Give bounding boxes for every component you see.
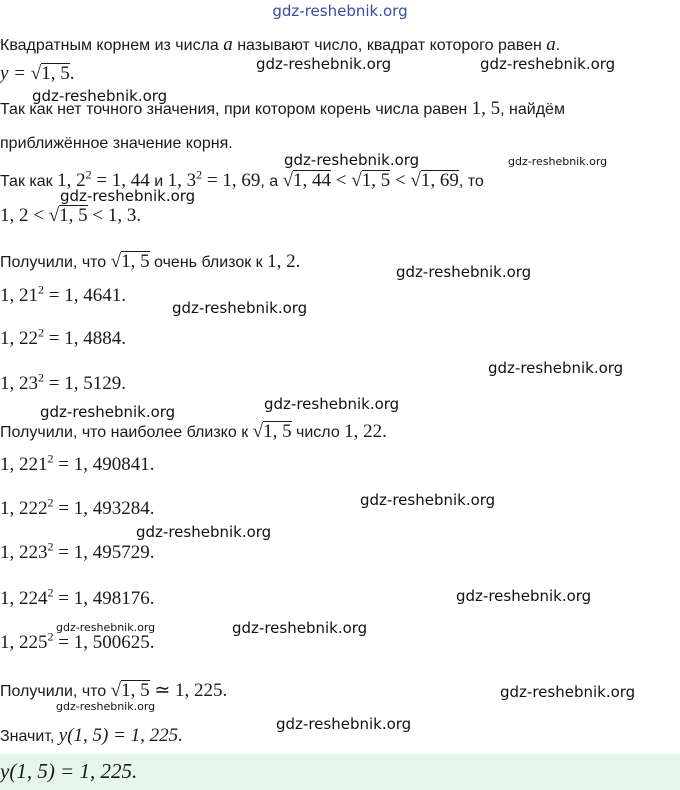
power: 2 (38, 325, 44, 340)
approx-line: приближённое значение корня. (0, 135, 233, 152)
result: = 1, 490841. (53, 454, 155, 475)
power: 2 (38, 370, 44, 385)
power: 2 (38, 282, 44, 297)
since-text: Так как (0, 173, 58, 190)
watermark: gdz-reshebnik.org (40, 403, 176, 421)
power: 2 (85, 167, 92, 182)
calc-1221 (0, 451, 155, 475)
watermark: gdz-reshebnik.org (456, 587, 592, 605)
calc-122 (0, 325, 126, 349)
value-1-2: 1, 2. (267, 251, 301, 272)
value-1-5: 1, 5 (471, 98, 501, 119)
definition-text: Квадратным корнем из числа (0, 37, 224, 54)
since-line: Так как 1, $2^2 = 1$, 44 и 1, $3^2 = 1$, 69, а √1, 44 < √1, 5 < √1, 69, то (0, 167, 484, 191)
watermark: gdz-reshebnik.org (500, 683, 636, 701)
watermark: gdz-reshebnik.org (172, 299, 308, 317)
definition-line (0, 35, 560, 56)
radicand-1-5: 1, 5 (121, 251, 150, 272)
answer-text: y(1, 5) = 1, 225. (0, 759, 138, 783)
watermark: gdz-reshebnik.org (276, 715, 412, 733)
less-than: < (331, 170, 352, 191)
y-value: y(1, 5) = 1, 225. (58, 725, 183, 746)
watermark: gdz-reshebnik.org (284, 151, 420, 169)
less-than: < (390, 170, 411, 191)
base: 1, 221 (0, 454, 48, 475)
power: 2 (47, 495, 54, 510)
approx-eq-line: Получили, что √1, 5 ≃ 1, 225. (0, 680, 228, 701)
result: = 1, 500625. (53, 632, 155, 653)
var-a: a (223, 34, 233, 55)
definition-end: . (555, 37, 561, 54)
watermark: gdz-reshebnik.org (56, 700, 156, 713)
means-line (0, 726, 183, 747)
comma-a-text: , а (260, 173, 283, 190)
power: 2 (196, 167, 203, 182)
find-text: , найдём (500, 101, 565, 118)
radicand-1-5: 1, 5 (263, 421, 292, 442)
power: 2 (47, 629, 54, 644)
base: 1, 23 (0, 373, 38, 394)
result: = 1, 5129. (44, 373, 126, 394)
watermark: gdz-reshebnik.org (488, 359, 624, 377)
radicand-1-69: 1, 69 (420, 170, 459, 191)
got-text: Получили, что (0, 254, 111, 271)
power: 2 (47, 585, 54, 600)
radicand-1-5: 1, 5 (59, 205, 88, 226)
base: 1, 223 (0, 542, 48, 563)
calc-121 (0, 282, 126, 306)
value-1-22: 1, 22. (344, 421, 387, 442)
approx-eq: ≃ 1, 225. (149, 680, 228, 701)
calc-1224 (0, 585, 155, 609)
nearest-line: Получили, что наиболее близко к √1, 5 число 1, 22. (0, 421, 387, 442)
watermark: gdz-reshebnik.org (60, 187, 196, 205)
base: 1, 222 (0, 498, 48, 519)
power: 2 (47, 451, 54, 466)
watermark: gdz-reshebnik.org (396, 263, 532, 281)
base: 1, 225 (0, 632, 48, 653)
y-equals: y = (0, 63, 31, 84)
base-1-3: 1, 3 (167, 170, 197, 191)
close-line: Получили, что √1, 5 очень близок к 1, 2. (0, 251, 301, 272)
radicand-1-44: 1, 44 (293, 170, 332, 191)
definition-text-2: называют число, квадрат которого равен (232, 37, 547, 54)
ineq-right: < 1, 3. (87, 205, 142, 226)
watermark: gdz-reshebnik.org (232, 619, 368, 637)
got-nearest-text: Получили, что наиболее близко к (0, 424, 253, 441)
calc-1222 (0, 495, 155, 519)
equals-1-69: = 1, 69 (202, 170, 261, 191)
means-text: Значит, (0, 728, 59, 745)
watermark: gdz-reshebnik.org (256, 55, 392, 73)
calc-1225 (0, 629, 155, 653)
watermark: gdz-reshebnik.org (480, 55, 616, 73)
radicand-1-5: 1, 5 (121, 680, 150, 701)
watermark: gdz-reshebnik.org (508, 155, 608, 168)
calc-1223 (0, 539, 155, 563)
and-text: и (149, 173, 168, 190)
result: = 1, 495729. (53, 542, 155, 563)
result: = 1, 498176. (53, 588, 155, 609)
watermark: gdz-reshebnik.org (32, 87, 168, 105)
got-text: Получили, что (0, 683, 111, 700)
close-to-text: очень близок к (149, 254, 268, 271)
y-formula: y = √1, 5. (0, 63, 75, 84)
base-1-2: 1, 2 (57, 170, 86, 191)
radicand-1-5: 1, 5 (361, 170, 391, 191)
base: 1, 21 (0, 285, 38, 306)
base: 1, 224 (0, 588, 48, 609)
ineq-left: 1, 2 < (0, 205, 49, 226)
no-exact-text: Так как нет точного значения, при котором корень числа равен (0, 101, 472, 118)
calc-123 (0, 370, 126, 394)
result: = 1, 4641. (44, 285, 126, 306)
result: = 1, 493284. (53, 498, 155, 519)
inequality-line: 1, 2 < √1, 5 < 1, 3. (0, 205, 142, 226)
watermark: gdz-reshebnik.org (360, 491, 496, 509)
base: 1, 22 (0, 328, 38, 349)
result: = 1, 4884. (44, 328, 126, 349)
equals-1-44: = 1, 44 (91, 170, 150, 191)
period: . (69, 63, 75, 84)
watermark: gdz-reshebnik.org (264, 395, 400, 413)
watermark: gdz-reshebnik.org (136, 523, 272, 541)
header-watermark: gdz-reshebnik.org (272, 2, 408, 20)
power: 2 (47, 539, 54, 554)
number-text: число (291, 424, 345, 441)
then-text: , то (458, 173, 484, 190)
var-a: a (546, 34, 556, 55)
watermark: gdz-reshebnik.org (56, 621, 156, 634)
radicand: 1, 5 (41, 63, 70, 84)
